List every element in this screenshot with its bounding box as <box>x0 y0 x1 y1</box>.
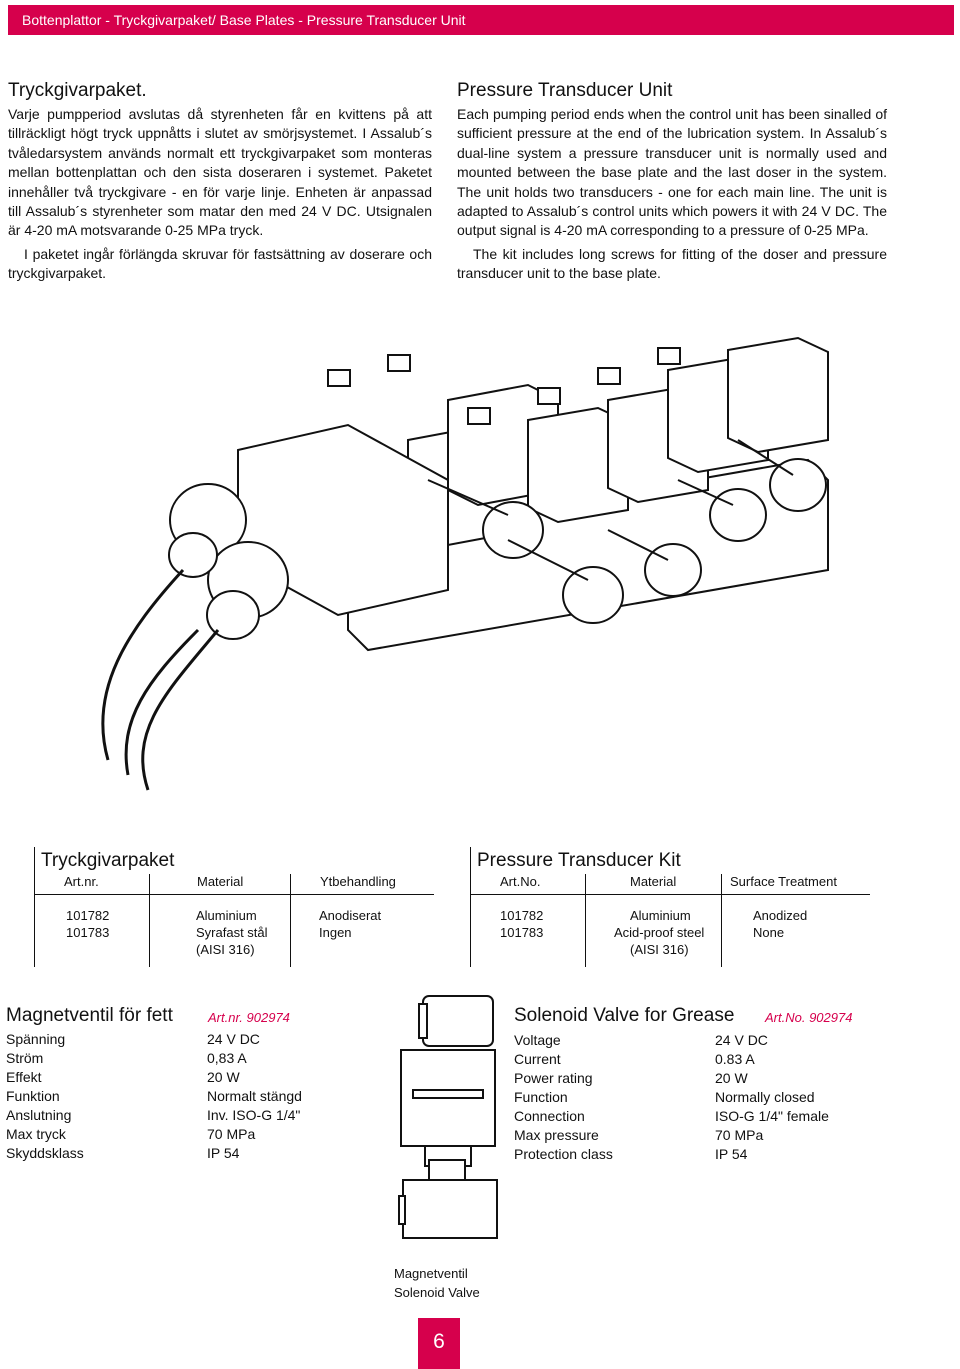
table-en-cell: None <box>753 925 785 940</box>
header-title: Bottenplattor - Tryckgivarpaket/ Base Plates - Pressure Transducer Unit <box>22 12 466 28</box>
solenoid-en-value: IP 54 <box>715 1146 748 1162</box>
english-paragraph-1: Each pumping period ends when the control unit has been sinalled of sufficient pressure at the end of the lubrication system. In Assalub´s dual-line system a pressure transducer unit is normally used and mounted between the base plate and the last doser in the system. The unit holds two transducers - one for each main line. The unit is adapted to Assalub´s control units which powers it with 24 V DC. The output signal is 4-20 mA corresponding to a pressure of 0-25 MPa. <box>457 106 887 239</box>
table-sv-col-divider-1 <box>149 874 150 967</box>
solenoid-valve-illustration <box>375 990 505 1260</box>
solenoid-sv <box>6 1005 346 1175</box>
table-sv-title: Tryckgivarpaket <box>41 850 175 871</box>
solenoid-en-label: Connection <box>514 1108 585 1124</box>
solenoid-en-value: Normally closed <box>715 1089 815 1105</box>
table-en-header-artno: Art.No. <box>500 874 541 889</box>
table-en-cell: Acid-proof steel <box>614 925 705 940</box>
table-sv-col-divider-2 <box>290 874 291 967</box>
table-sv-cell: 101782 <box>66 908 110 923</box>
solenoid-sv-value: Normalt stängd <box>207 1088 302 1104</box>
swedish-heading: Tryckgivarpaket. <box>8 80 147 101</box>
solenoid-en-value: 24 V DC <box>715 1032 768 1048</box>
solenoid-en-label: Max pressure <box>514 1127 599 1143</box>
table-sv-cell: (AISI 316) <box>196 942 255 957</box>
swedish-paragraph-2: I paketet ingår förlängda skruvar för fastsättning av doserare och tryckgivarpaket. <box>8 245 432 282</box>
table-sv-divider <box>34 894 434 895</box>
solenoid-en <box>514 1005 894 1175</box>
table-en-border-left <box>470 847 471 967</box>
swedish-paragraph-1: Varje pumpperiod avslutas då styrenheten får en kvittens på att tillräckligt högt tryck uppnåtts i slutet av smörjsystemet. I Assalub´s tvåledarsystem används normalt ett tryckgivarpaket som monteras mellan bottenplattan och den sista doseraren i systemet. Paketet innehåller två tryckgivare - en för varje linje. Enheten är anpassad till Assalub´s styrenheter som matar den med 24 V DC. Utsignalen är 4-20 mA motsvarande 0-25 MPa tryck. <box>8 106 432 239</box>
solenoid-sv-value: 20 W <box>207 1069 240 1085</box>
table-sv-cell: Syrafast stål <box>196 925 268 940</box>
solenoid-en-artno: Art.No. 902974 <box>765 1010 853 1025</box>
table-sv-cell: Anodiserat <box>319 908 382 923</box>
table-sv-header-artno: Art.nr. <box>64 874 99 889</box>
table-en-header-material: Material <box>630 874 677 889</box>
solenoid-en-value: 70 MPa <box>715 1127 764 1143</box>
solenoid-caption <box>394 1264 480 1302</box>
solenoid-en-title: Solenoid Valve for Grease <box>514 1005 735 1026</box>
solenoid-en-value: 20 W <box>715 1070 748 1086</box>
english-paragraph-2: The kit includes long screws for fitting of the doser and pressure transducer unit to the base plate. <box>457 245 887 282</box>
page-number: 6 <box>433 1330 445 1353</box>
table-sv-cell: Ingen <box>319 925 352 940</box>
table-sv-header-surface: Ytbehandling <box>320 874 396 889</box>
header-bar <box>8 5 954 35</box>
solenoid-sv-label: Max tryck <box>6 1126 66 1142</box>
solenoid-en-label: Power rating <box>514 1070 593 1086</box>
table-en-cell: Aluminium <box>630 908 691 923</box>
table-sv-cell: Aluminium <box>196 908 257 923</box>
english-intro <box>457 80 887 284</box>
table-en-col-divider-2 <box>721 874 722 967</box>
table-en-cell: 101783 <box>500 925 544 940</box>
table-en-cell: Anodized <box>753 908 808 923</box>
solenoid-en-value: 0.83 A <box>715 1051 755 1067</box>
solenoid-sv-value: 0,83 A <box>207 1050 247 1066</box>
solenoid-sv-value: 70 MPa <box>207 1126 256 1142</box>
solenoid-sv-value: IP 54 <box>207 1145 240 1161</box>
caption-line-1: Magnetventil <box>394 1266 468 1281</box>
solenoid-sv-label: Effekt <box>6 1069 42 1085</box>
solenoid-en-label: Voltage <box>514 1032 561 1048</box>
table-en-header-surface: Surface Treatment <box>730 874 837 889</box>
solenoid-en-label: Function <box>514 1089 568 1105</box>
solenoid-sv-artno: Art.nr. 902974 <box>208 1010 290 1025</box>
solenoid-en-label: Current <box>514 1051 561 1067</box>
solenoid-sv-value: 24 V DC <box>207 1031 260 1047</box>
table-en <box>470 847 870 967</box>
table-sv <box>34 847 434 967</box>
table-sv-border-left <box>34 847 35 967</box>
table-en-col-divider-1 <box>585 874 586 967</box>
solenoid-en-value: ISO-G 1/4" female <box>715 1108 829 1124</box>
pressure-transducer-assembly-illustration <box>88 330 848 810</box>
table-en-title: Pressure Transducer Kit <box>477 850 681 871</box>
solenoid-sv-title: Magnetventil för fett <box>6 1005 173 1026</box>
solenoid-sv-label: Anslutning <box>6 1107 72 1123</box>
table-en-cell: 101782 <box>500 908 544 923</box>
solenoid-sv-value: Inv. ISO-G 1/4" <box>207 1107 301 1123</box>
english-heading: Pressure Transducer Unit <box>457 80 673 101</box>
solenoid-sv-label: Funktion <box>6 1088 60 1104</box>
caption-line-2: Solenoid Valve <box>394 1285 480 1300</box>
table-en-divider <box>470 894 870 895</box>
solenoid-sv-label: Ström <box>6 1050 44 1066</box>
solenoid-sv-label: Spänning <box>6 1031 66 1047</box>
table-en-cell: (AISI 316) <box>630 942 689 957</box>
swedish-intro <box>8 80 432 284</box>
table-sv-header-material: Material <box>197 874 244 889</box>
table-sv-cell: 101783 <box>66 925 110 940</box>
solenoid-sv-label: Skyddsklass <box>6 1145 84 1161</box>
page-number-box <box>418 1318 460 1369</box>
solenoid-en-label: Protection class <box>514 1146 613 1162</box>
